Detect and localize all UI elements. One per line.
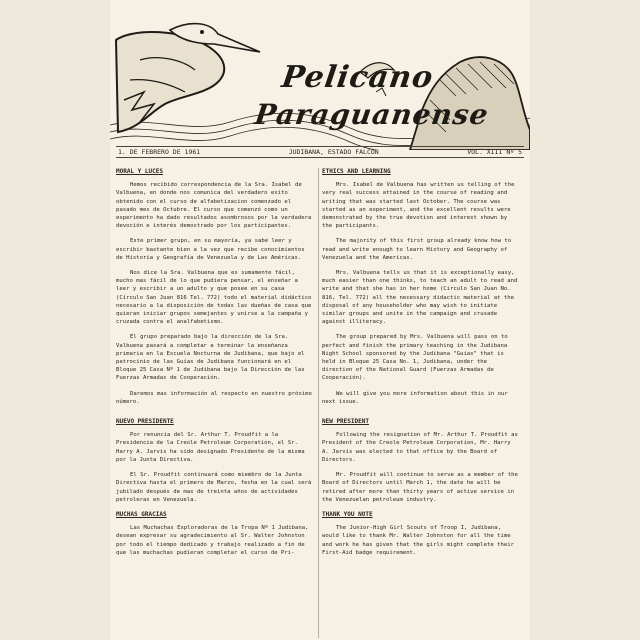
dateline bbox=[116, 146, 524, 158]
article-paragraph: Daremos mas información al respecto en nuestro próximo número. bbox=[116, 390, 312, 405]
article-heading: NUEVO PRESIDENTE bbox=[116, 418, 174, 426]
article-heading: NEW PRESIDENT bbox=[322, 418, 369, 426]
article-paragraph: El grupo preparado bajo la dirección de la Sra. Valbuena pasará a completar a terminar la enseñanza primaria en la Escuela Nocturna de Judibana, que bajo el patrocinio de las Guías de Judibana funcionará en el Bloque 25 Casa Nº 1 de Judibana bajo la Dirección de las Fuerzas Armadas de Cooperación. bbox=[116, 334, 305, 382]
english-column bbox=[322, 168, 518, 564]
article-paragraph: El Sr. Proudfit continuará como miembro de la Junta Directiva hasta el primero de Marzo, fecha en la cual será jubilado después de mas de treinta años de actividades petroleras en Venezuela. bbox=[116, 472, 312, 503]
article-paragraph: Nos dice la Sra. Valbuena que es sumamente fácil, mucho mas fácil de lo que pudiera pensar, el enseñar a leer y escribir a un adulto y que posee en su casa (Círculo San Juan 816 Tel. 772) todo el material didáctico necesario a la disposición de todas las dueñas de casa que quieran iniciar grupos semejantes y unirse a la campaña y cruzada contra el analfabetismo. bbox=[116, 270, 312, 326]
article-paragraph: The group prepared by Mrs. Valbuena will pass on to perfect and finish the primary teaching in the Judibana Night School sponsored by the Judibana "Guias" that is held in Bloque 25 Casa No. 1, Judibana, under the direction of the National Guard (Fuerzas Armadas de Cooperación). bbox=[322, 334, 508, 382]
article-paragraph: Mr. Proudfit will continue to serve as a member of the Board of Directors until March 1, the date he will be retired after more than thirty years of active service in the Venezuelan petroleum industry. bbox=[322, 472, 518, 503]
masthead-title-line2: Paraguanense bbox=[252, 98, 491, 131]
article-heading: ETHICS AND LEARNING bbox=[322, 168, 391, 175]
issue-volume: VOL. XIII Nº 5 bbox=[467, 148, 522, 156]
article-heading: THANK YOU NOTE bbox=[322, 510, 373, 518]
article-paragraph: Mrs. Isabel de Valbuena has written us telling of the very real success attained in the course of reading and writing that was started last October. The course was started as an experiment, and the excellent results were demonstrated by the true devotion and interest shown by the participants. bbox=[322, 182, 515, 230]
column-divider bbox=[318, 168, 319, 638]
spanish-column bbox=[116, 168, 312, 564]
article-paragraph: Mrs. Valbuena tells us that it is exceptionally easy, much easier than one thinks, to teach an adult to read and write and that she has in her home (Circulo San Juan No. 816, Tel. 772) all the necessary didactic material at the disposal of any householder who may wish to initiate similar groups and unite in the campaign and crusade against illiteracy. bbox=[322, 270, 518, 326]
article-paragraph: We will give you more information about this in our next issue. bbox=[322, 390, 508, 405]
article-heading: MUCHAS GRACIAS bbox=[116, 510, 167, 518]
article-paragraph: Por renuncia del Sr. Arthur T. Proudfit a la Presidencia de la Creole Petroleum Corporation, el Sr. Harry A. Jarvis ha sido designado Presidente de la misma por la Junta Directiva. bbox=[116, 432, 305, 463]
article-paragraph: The Junior-High Girl Scouts of Troop I, Judibana, would like to thank Mr. Walter Johnston for all the time and work he has given that the girls might complete their First-Aid badge requirement. bbox=[322, 525, 514, 556]
article-paragraph: Las Muchachas Exploradoras de la Tropa Nº 1 Judibana, desean expresar su agradecimiento al Sr. Walter Johnston por todo el tiempo dedicado y trabajo realizado a fin de que las muchachas pudieran completar el curso de Pri- bbox=[116, 525, 309, 556]
article-paragraph: The majority of this first group already know how to read and write enough to learn History and Geography of Venezuela and the Americas. bbox=[322, 238, 512, 261]
article-paragraph: Following the resignation of Mr. Arthur T. Proudfit as President of the Creole Petroleum Corporation, Mr. Harry A. Jarvis was elected to that office by the Board of Directors. bbox=[322, 432, 518, 463]
masthead-title-line1: Pelicano bbox=[279, 60, 436, 95]
article-paragraph: Hemos recibido correspondencia de la Sra. Isabel de Valbuena, en donde nos comunica del verdadero exito obtenido con el curso de alfabetizacion comenzado el pasado mes de Octubre. El curso que comenzó como un experimento ha dado resultados asombrosos por la verdadera devoción e interés demostrado por los participantes. bbox=[116, 182, 312, 230]
masthead bbox=[110, 0, 530, 150]
article-heading: MORAL Y LUCES bbox=[116, 168, 163, 175]
issue-date: 1. DE FEBRERO DE 1961 bbox=[118, 148, 201, 156]
issue-place: JUDIBANA, ESTADO FALCON bbox=[288, 148, 379, 156]
article-paragraph: Este primer grupo, en su mayoría, ya sabe leer y escribir bastante bien a la vez que recibe conocimientos de Historia y Geografía de Venezuela y de Las Américas. bbox=[116, 238, 305, 261]
